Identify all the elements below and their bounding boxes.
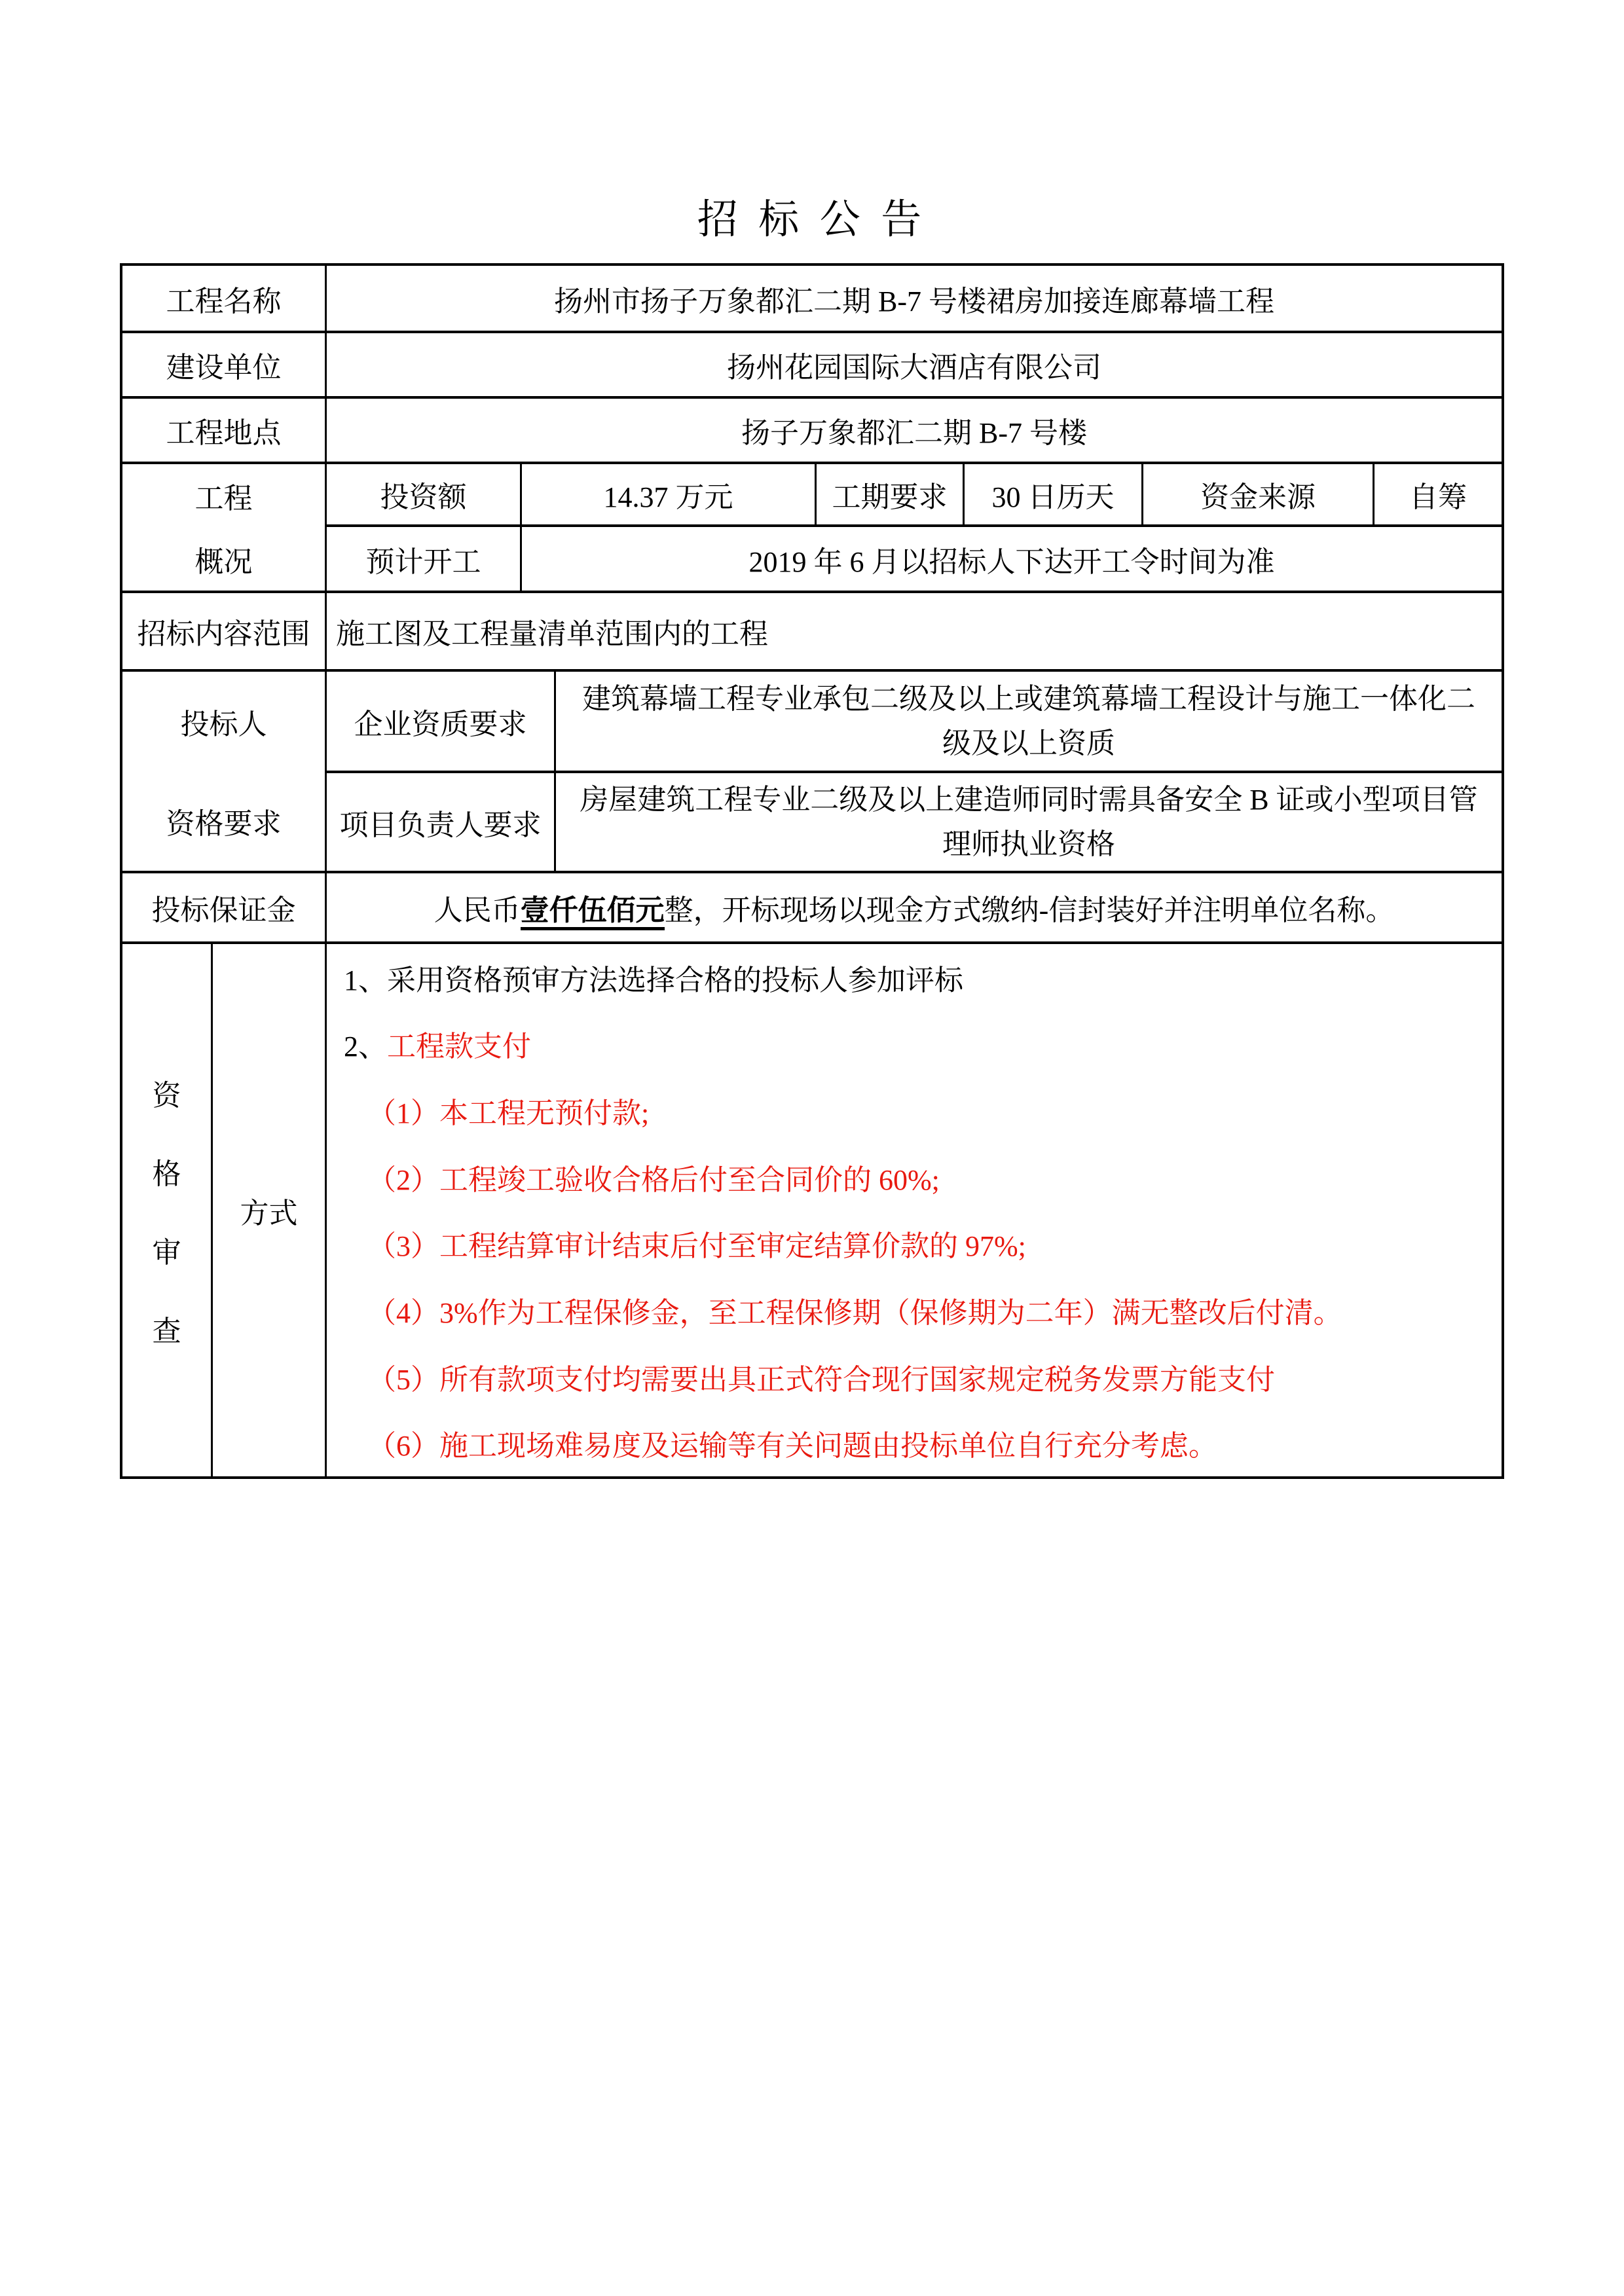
- owner-row: [122, 333, 1502, 399]
- overview-bottom-subrow: [327, 527, 1502, 591]
- owner-label: 建设单位: [122, 333, 327, 396]
- bid-bond-text: [434, 886, 1395, 928]
- bid-bond-value: [327, 873, 1502, 941]
- qualification-item: [344, 1011, 1502, 1078]
- qualification-item: [344, 1410, 1502, 1476]
- qualification-review-label-char2: 格: [152, 1157, 181, 1190]
- overview-label-line2: 概况: [194, 545, 253, 578]
- bid-bond-label: 投标保证金: [122, 873, 327, 941]
- overview-top-subrow: [327, 464, 1502, 527]
- project-manager-subrow: [327, 773, 1502, 871]
- investment-value: 14.37 万元: [522, 464, 817, 524]
- overview-label: [122, 464, 327, 591]
- duration-value: 30 日历天: [965, 464, 1143, 524]
- qualification-item: [344, 1343, 1502, 1410]
- page-title: 招 标 公 告: [697, 198, 927, 242]
- project-manager-label: 项目负责人要求: [327, 773, 556, 871]
- location-label: 工程地点: [122, 399, 327, 462]
- qualification-item: [344, 1277, 1502, 1343]
- duration-label: 工期要求: [817, 464, 965, 524]
- project-name-value: 扬州市扬子万象都汇二期 B-7 号楼裙房加接连廊幕墙工程: [554, 285, 1274, 318]
- planned-start-value: 2019 年 6 月以招标人下达开工令时间为准: [748, 545, 1275, 578]
- qualification-item: [344, 1211, 1502, 1277]
- project-name-row: [122, 266, 1502, 333]
- overview-row: [122, 464, 1502, 593]
- qualification-item-text: （1）本工程无预付款;: [367, 1097, 650, 1130]
- qualification-item-text: 1、采用资格预审方法选择合格的投标人参加评标: [344, 964, 963, 996]
- qualification-review-label-char1: 资: [152, 1079, 181, 1112]
- qualification-item: [344, 1077, 1502, 1144]
- qualification-item-text: （6）施工现场难易度及运输等有关问题由投标单位自行充分考虑。: [367, 1430, 1217, 1463]
- tender-table: [120, 263, 1504, 1479]
- qualification-item-text: （5）所有款项支付均需要出具正式符合现行国家规定税务发票方能支付: [367, 1363, 1275, 1396]
- bidder-qualification-label-line2: 资格要求: [166, 808, 282, 840]
- qualification-item-text: （3）工程结算审计结束后付至审定结算价款的 97%;: [367, 1230, 1026, 1263]
- scope-row: [122, 593, 1502, 672]
- owner-value: 扬州花园国际大酒店有限公司: [727, 352, 1101, 384]
- qualification-item: [344, 1144, 1502, 1211]
- bidder-qualification-subtable: [327, 672, 1502, 871]
- qualification-item: [344, 944, 1502, 1011]
- qualification-review-label-char4: 查: [152, 1315, 181, 1347]
- review-method-label: 方式: [213, 944, 327, 1476]
- qualification-item-prefix: 2、: [344, 1030, 387, 1063]
- bidder-qualification-row: [122, 672, 1502, 873]
- enterprise-qualification-subrow: [327, 672, 1502, 773]
- overview-subtable: [327, 464, 1502, 591]
- location-value: 扬子万象都汇二期 B-7 号楼: [741, 417, 1087, 449]
- bid-bond-prefix: 人民币: [434, 894, 521, 926]
- qualification-item-text: （4）3%作为工程保修金，至工程保修期（保修期为二年）满无整改后付清。: [367, 1296, 1342, 1329]
- project-manager-value: 房屋建筑工程专业二级及以上建造师同时需具备安全 B 证或小型项目管理师执业资格: [580, 783, 1478, 860]
- funding-value: 自筹: [1409, 481, 1467, 513]
- project-name-label: 工程名称: [122, 266, 327, 331]
- scope-label: 招标内容范围: [122, 593, 327, 669]
- investment-label: 投资额: [327, 464, 522, 524]
- qualification-item-text: 工程款支付: [387, 1030, 531, 1063]
- enterprise-qualification-value: 建筑幕墙工程专业承包二级及以上或建筑幕墙工程设计与施工一体化二级及以上资质: [582, 682, 1475, 759]
- qualification-review-label: [122, 944, 213, 1476]
- qualification-item-text: （2）工程竣工验收合格后付至合同价的 60%;: [367, 1163, 940, 1196]
- scope-value: 施工图及工程量清单范围内的工程: [336, 618, 768, 650]
- enterprise-qualification-label: 企业资质要求: [327, 672, 556, 771]
- qualification-review-label-char3: 审: [152, 1236, 181, 1269]
- bidder-qualification-label-line1: 投标人: [180, 708, 267, 740]
- bid-bond-amount: 壹仟伍佰元: [521, 894, 665, 930]
- qualification-review-row: [122, 944, 1502, 1476]
- planned-start-label: 预计开工: [327, 527, 522, 591]
- funding-label: 资金来源: [1143, 464, 1375, 524]
- overview-label-line1: 工程: [194, 483, 253, 515]
- bidder-qualification-label: [122, 672, 327, 871]
- location-row: [122, 399, 1502, 464]
- bid-bond-row: [122, 873, 1502, 944]
- bid-bond-suffix: 整，开标现场以现金方式缴纳-信封装好并注明单位名称。: [664, 894, 1395, 926]
- qualification-items: [327, 944, 1502, 1476]
